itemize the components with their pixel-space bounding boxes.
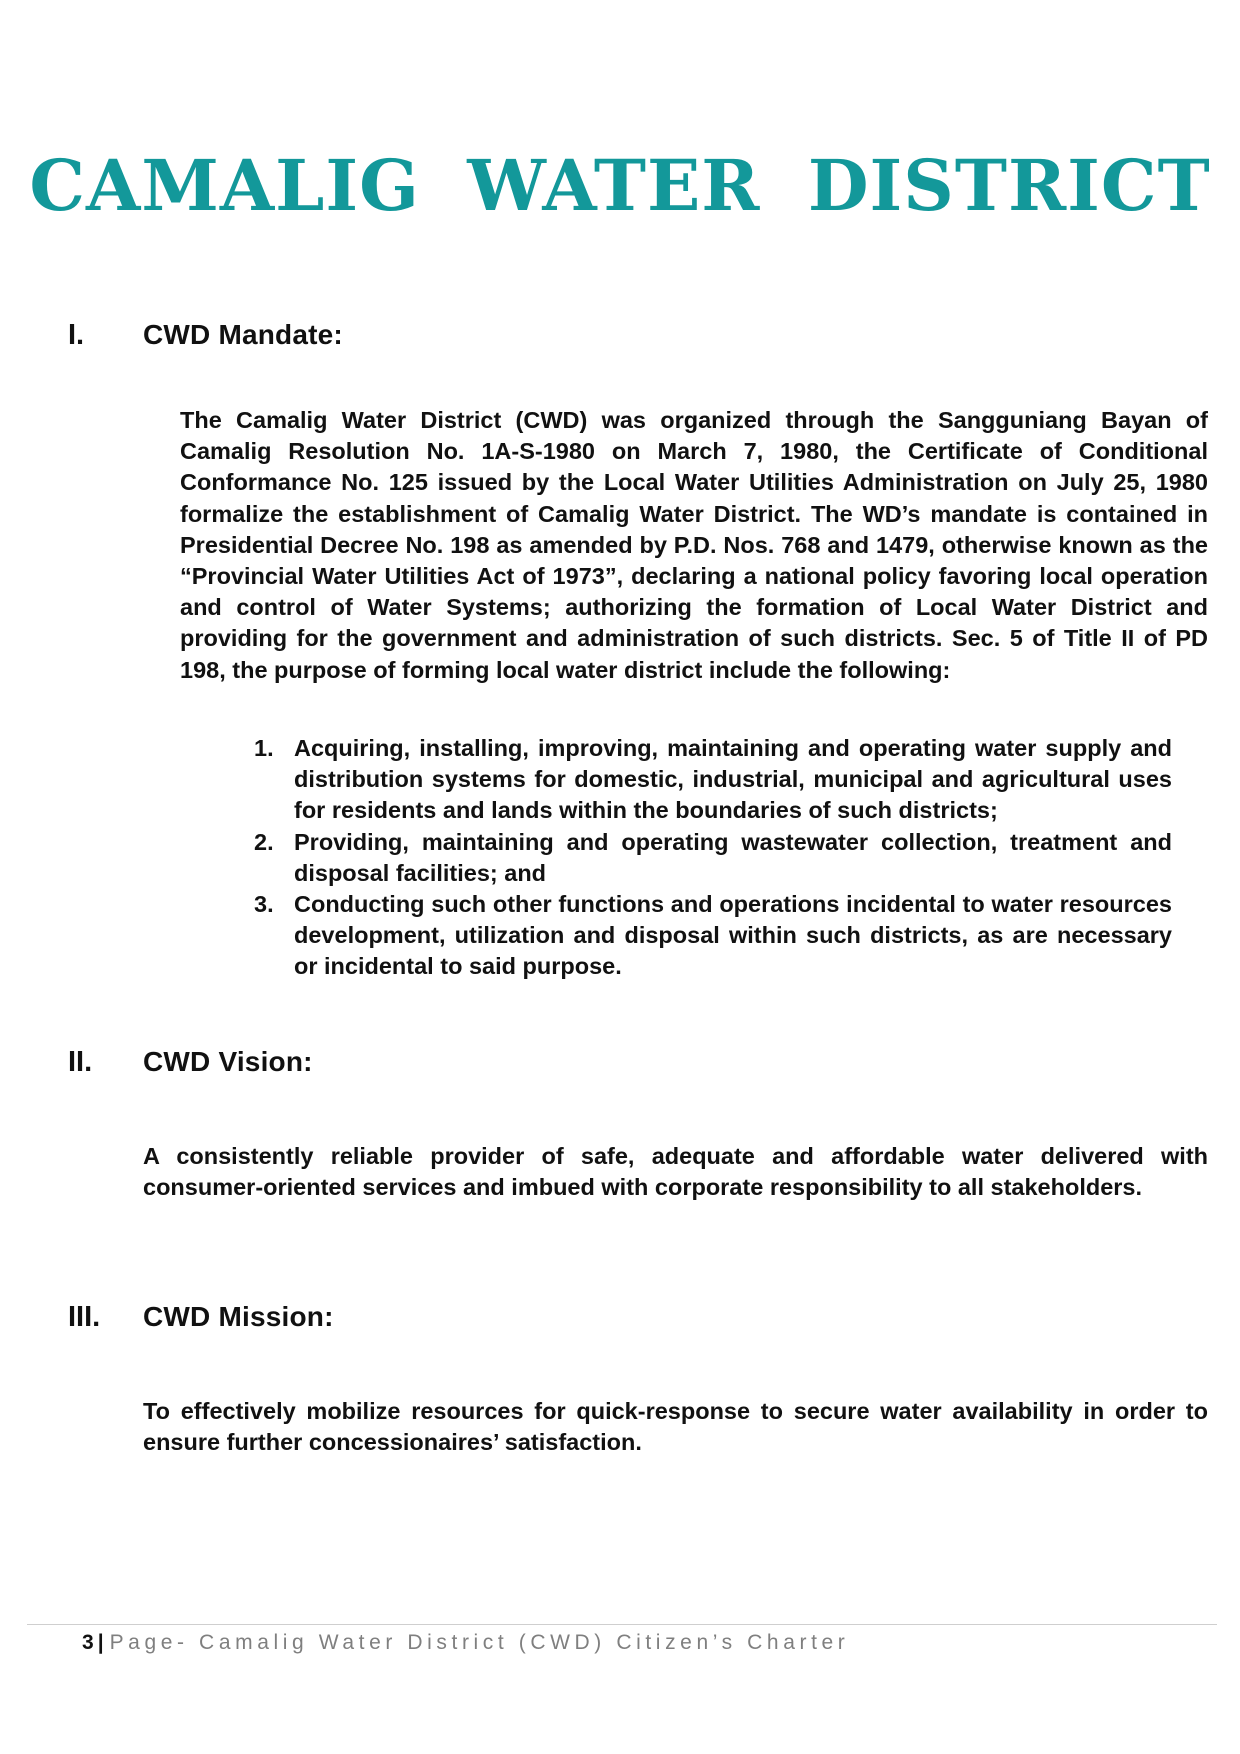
document-title: CAMALIG WATER DISTRICT (29, 143, 1211, 227)
footer-text: Page- Camalig Water District (CWD) Citizen’s Charter (109, 1631, 850, 1654)
footer-separator: | (97, 1631, 104, 1654)
list-item-number: 3. (254, 891, 274, 918)
list-item (254, 733, 1172, 827)
section-title: CWD Vision: (143, 1046, 313, 1077)
section-heading (68, 1045, 1168, 1085)
section-mission (68, 1300, 1168, 1340)
section-title: CWD Mandate: (143, 319, 343, 350)
list-item-text: Conducting such other functions and operations incidental to water resources development, utilization and disposal within such districts, as are necessary or incidental to said purpose. (294, 891, 1172, 980)
section-numeral: III. (68, 1301, 101, 1333)
section-heading (68, 1300, 1168, 1340)
section-mandate (68, 318, 1168, 358)
mission-paragraph: To effectively mobilize resources for quick-response to secure water availability in order to ensure further concessionaires’ satisfaction. (143, 1398, 1208, 1456)
section-title: CWD Mission: (143, 1301, 334, 1332)
page-number: 3 (82, 1631, 94, 1654)
vision-paragraph: A consistently reliable provider of safe, adequate and affordable water delivered with consumer-oriented services and imbued with corporate responsibility to all stakeholders. (143, 1143, 1208, 1201)
mandate-paragraph: The Camalig Water District (CWD) was organized through the Sangguniang Bayan of Camalig Resolution No. 1A-S-1980 on March 7, 1980, the Certificate of Conditional Conformance No. 125 issued by the Local Water Utilities Administration on July 25, 1980 formalize the establishment of Camalig Water District. The WD’s mandate is contained in Presidential Decree No. 198 as amended by P.D. Nos. 768 and 1479, otherwise known as the “Provincial Water Utilities Act of 1973”, declaring a national policy favoring local operation and control of Water Systems; authorizing the formation of Local Water District and providing for the government and administration of such districts. Sec. 5 of Title II of PD 198, the purpose of forming local water district include the following: (180, 407, 1208, 683)
section-vision (68, 1045, 1168, 1085)
section-heading (68, 318, 1168, 358)
footer-divider (27, 1624, 1217, 1625)
page-footer (82, 1630, 849, 1656)
section-numeral: II. (68, 1046, 93, 1078)
list-item-text: Providing, maintaining and operating wastewater collection, treatment and disposal facilities; and (294, 828, 1172, 886)
list-item-text: Acquiring, installing, improving, maintaining and operating water supply and distribution systems for domestic, industrial, municipal and agricultural uses for residents and lands within the boundaries of such districts; (294, 735, 1172, 824)
list-item (254, 889, 1172, 983)
mandate-purpose-list (254, 733, 1172, 983)
list-item-number: 1. (254, 735, 274, 761)
list-item-number: 2. (254, 828, 274, 855)
section-numeral: I. (68, 319, 85, 351)
list-item (254, 827, 1172, 889)
